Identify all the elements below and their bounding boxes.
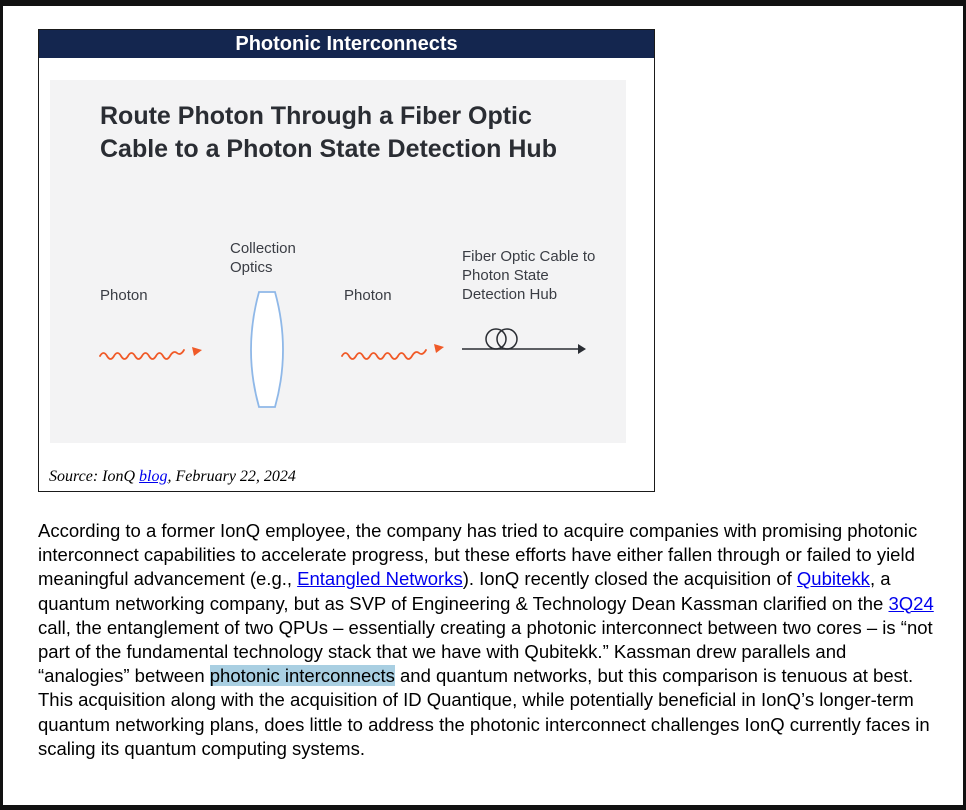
exhibit-header: Photonic Interconnects (39, 30, 654, 58)
photon-label-left: Photon (100, 287, 148, 304)
blog-link[interactable]: blog (139, 468, 168, 485)
fiber-optic-label: Fiber Optic Cable to Photon State Detection Hub (462, 248, 596, 303)
lens-icon (251, 292, 283, 407)
body-paragraph: According to a former IonQ employee, the company has tried to acquire companies with promising photonic interconnect capabilities to accelerate progress, but these efforts have either fallen through or failed to yield meaningful advancement (e.g., Entangled Networks). IonQ recently closed the acquisition of Qubitekk, a quantum networking company, but as SVP of Engineering & Technology Dean Kassman clarified on the 3Q24 call, the entanglement of two QPUs – essentially creating a photonic interconnect between two cores – is “not part of the fundamental technology stack that we have with Qubitekk.” Kassman drew parallels and “analogies” between photonic interconnects and quantum networks, but this comparison is tenuous at best. This acquisition along with the acquisition of ID Quantique, while potentially beneficial in IonQ’s longer-term quantum networking plans, does little to address the photonic interconnect challenges IonQ currently faces in scaling its quantum computing systems. (38, 520, 934, 759)
photon-label-right: Photon (344, 287, 392, 304)
figure-title-line-2: Cable to a Photon State Detection Hub (100, 135, 557, 163)
exhibit-box (38, 29, 655, 492)
source-caption: Source: IonQ blog, February 22, 2024 (49, 468, 296, 485)
photon-wave-icon (100, 347, 202, 359)
collection-optics-label: Collection Optics (230, 240, 296, 276)
highlighted-text: photonic interconnects (209, 665, 395, 687)
entangled-networks-link[interactable]: Entangled Networks (297, 568, 463, 590)
diagram-graphics (50, 80, 626, 443)
figure-image (50, 80, 626, 443)
figure-title-line-1: Route Photon Through a Fiber Optic (100, 102, 532, 130)
fiber-coil-icon (462, 329, 586, 354)
qubitekk-link[interactable]: Qubitekk (796, 568, 870, 590)
3q24-link[interactable]: 3Q24 (888, 592, 934, 614)
photon-wave-icon (342, 344, 444, 359)
